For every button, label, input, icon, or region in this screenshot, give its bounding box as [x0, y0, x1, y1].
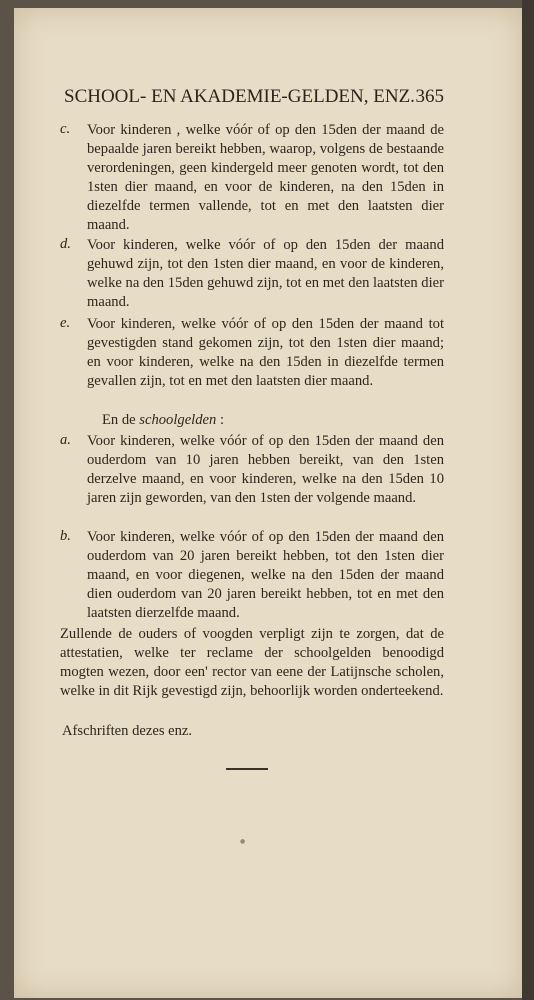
- running-title: SCHOOL- EN AKADEMIE-GELDEN, ENZ.: [64, 86, 415, 107]
- item-letter: b.: [60, 528, 71, 544]
- item-letter: c.: [60, 121, 71, 137]
- item-letter: a.: [60, 432, 71, 448]
- page-number: 365: [415, 86, 444, 107]
- item-letter: e.: [60, 315, 71, 331]
- list-item: [60, 236, 444, 312]
- list-item: [60, 315, 444, 391]
- item-text: Voor kinderen, welke vóór of op den 15den der maand den ouderdom van 20 jaren bereikt hebben, tot den 1sten dier maand, en voor diegenen, welke na den 15den der maand dien ouderdom van 20 jaren bereikt hebben, tot en met den laatsten dierzelfde maand.: [87, 529, 444, 622]
- item-text: Voor kinderen, welke vóór of op den 15den der maand den ouderdom van 10 jaren hebben bereikt, van den 1sten derzelve maand, en voor kinderen, welke na den 15den 10 jaren zijn geworden, van den 1sten der volgende maand.: [87, 433, 444, 507]
- section-intro: [102, 411, 402, 430]
- paper-speck: ●: [240, 838, 246, 845]
- item-letter: d.: [60, 236, 71, 252]
- item-text: Voor kinderen, welke vóór of op den 15den der maand gehuwd zijn, tot den 1sten dier maand, en voor de kinderen, welke na den 15den gehuwd zijn, tot en met den laatsten dier maand.: [87, 237, 444, 311]
- section-intro-text: En de schoolgelden :: [102, 412, 225, 428]
- page-edge: [522, 0, 534, 1000]
- running-header: [64, 86, 444, 110]
- list-item: [60, 528, 444, 623]
- end-rule: [226, 768, 268, 770]
- closing-paragraph: Zullende de ouders of voogden verpligt zijn te zorgen, dat de attestatien, welke ter reclame der schoolgelden benoodigd mogten wezen, door een' rector van eene der Latijnsche scholen, welke in dit Rijk gevestigd zijn, behoorlijk worden onderteekend.: [60, 626, 444, 700]
- item-text: Voor kinderen , welke vóór of op den 15den der maand de bepaalde jaren bereikt hebben, waarop, volgens de bestaande verordeningen, geen kindergeld meer genoten wordt, tot den 1sten dier maand, en voor de kinderen, na den 15den in diezelfde termen vallende, tot en met den laatsten dier maand.: [87, 122, 444, 234]
- emphasis-schoolgelden: schoolgelden: [139, 412, 217, 428]
- list-item: [60, 121, 444, 236]
- signoff: Afschriften dezes enz.: [62, 723, 193, 739]
- list-item: [60, 432, 444, 508]
- item-text: Voor kinderen, welke vóór of op den 15den der maand tot gevestigden stand gekomen zijn, tot den 1sten dier maand; en voor kinderen, welke na den 15den in diezelfde termen gevallen zijn, tot en met den laatsten dier maand.: [87, 316, 444, 390]
